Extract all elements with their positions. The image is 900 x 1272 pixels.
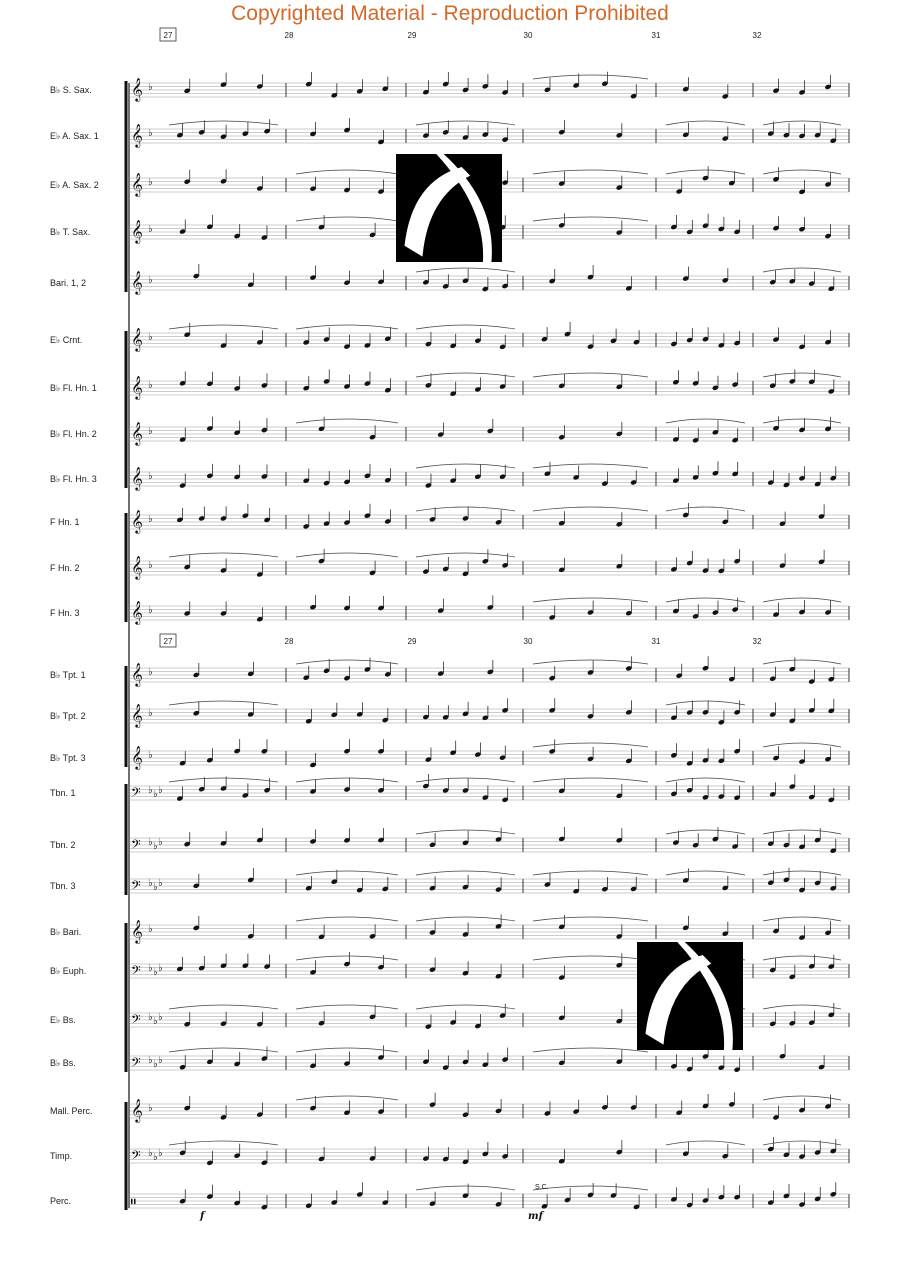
- staff-bari-sax: [50, 264, 849, 295]
- slur: [296, 917, 398, 921]
- flat-icon: ♭: [148, 837, 153, 848]
- flat-icon: ♭: [158, 785, 163, 796]
- slur: [296, 553, 398, 557]
- publisher-logo-icon: [637, 942, 743, 1050]
- slur: [533, 917, 648, 921]
- flat-icon: ♭: [158, 837, 163, 848]
- instrument-label: B♭ Tpt. 1: [50, 670, 86, 680]
- instrument-label: Tbn. 1: [50, 788, 76, 798]
- flat-icon: ♭: [153, 789, 158, 800]
- slur: [666, 830, 745, 834]
- slur: [666, 701, 745, 705]
- bass-clef-icon: 𝄢: [131, 1055, 141, 1073]
- flat-icon: ♭: [153, 1016, 158, 1027]
- slur: [416, 507, 515, 511]
- treble-clef-icon: 𝄞: [131, 600, 143, 624]
- slur: [169, 1048, 278, 1052]
- treble-clef-icon: 𝄞: [131, 662, 143, 686]
- flat-icon: ♭: [148, 963, 153, 974]
- bass-clef-icon: 𝄢: [131, 1148, 141, 1166]
- flat-icon: ♭: [148, 1148, 153, 1159]
- instrument-label: B♭ Bs.: [50, 1058, 76, 1068]
- slur: [296, 217, 398, 221]
- flat-icon: ♭: [148, 560, 153, 571]
- instrument-label: B♭ S. Sax.: [50, 85, 92, 95]
- slur: [533, 743, 648, 747]
- slur: [666, 121, 745, 125]
- slur: [763, 871, 841, 875]
- instrument-label: Tbn. 2: [50, 840, 76, 850]
- instrument-label: Mall. Perc.: [50, 1106, 93, 1116]
- slur: [763, 121, 841, 125]
- dynamic-marking: f: [200, 1211, 205, 1222]
- flat-icon: ♭: [148, 224, 153, 235]
- slur: [666, 598, 745, 602]
- slur: [416, 553, 515, 557]
- slur: [763, 268, 841, 272]
- slur: [296, 956, 398, 960]
- flat-icon: ♭: [148, 1103, 153, 1114]
- staff-mallet: [50, 1092, 849, 1123]
- slur: [169, 701, 278, 705]
- flat-icon: ♭: [148, 1012, 153, 1023]
- flat-icon: ♭: [148, 1055, 153, 1066]
- staff-tpt-1: [50, 656, 849, 687]
- staff-tbn-2: [50, 827, 849, 855]
- treble-clef-icon: 𝄞: [131, 375, 143, 399]
- watermarks: [396, 154, 743, 1050]
- flat-icon: ♭: [148, 708, 153, 719]
- slur: [533, 1048, 648, 1052]
- slur: [296, 871, 398, 875]
- flat-icon: ♭: [148, 785, 153, 796]
- staff-flhn-3: [50, 461, 849, 491]
- instrument-label: F Hn. 1: [50, 517, 80, 527]
- slur: [169, 553, 278, 557]
- slur: [763, 660, 841, 664]
- score-system: [126, 81, 129, 1210]
- staff-fhn-3: [50, 595, 849, 625]
- slur: [296, 1005, 398, 1009]
- slur: [763, 830, 841, 834]
- flat-icon: ♭: [148, 275, 153, 286]
- measure-number: 31: [651, 637, 661, 646]
- bass-clef-icon: 𝄢: [131, 785, 141, 803]
- instrument-label: B♭ Tpt. 2: [50, 711, 86, 721]
- slur: [533, 170, 648, 174]
- instrument-label: B♭ Euph.: [50, 966, 87, 976]
- treble-clef-icon: 𝄞: [131, 270, 143, 294]
- slur: [666, 1141, 745, 1145]
- slur: [296, 419, 398, 423]
- slur: [666, 871, 745, 875]
- slur: [416, 268, 515, 272]
- measure-number: 30: [523, 637, 533, 646]
- bass-clef-icon: 𝄢: [131, 963, 141, 981]
- instrument-label: Bari. 1, 2: [50, 278, 87, 288]
- measure-number: 32: [752, 31, 762, 40]
- flat-icon: ♭: [148, 128, 153, 139]
- slur: [416, 1005, 515, 1009]
- treble-clef-icon: 𝄞: [131, 219, 143, 243]
- staff-tpt-3: [50, 739, 849, 770]
- slur: [763, 419, 841, 423]
- instrument-label: E♭ Bs.: [50, 1015, 76, 1025]
- staff-flhn-2: [50, 416, 849, 446]
- slur: [416, 917, 515, 921]
- treble-clef-icon: 𝄞: [131, 703, 143, 727]
- measure-number: 28: [284, 637, 294, 646]
- measure-number: 32: [752, 637, 762, 646]
- slur: [169, 1005, 278, 1009]
- staff-tbn-1: [50, 774, 849, 803]
- slur: [533, 507, 648, 511]
- slur: [533, 598, 648, 602]
- slur: [533, 778, 648, 782]
- treble-clef-icon: 𝄞: [131, 555, 143, 579]
- slur: [533, 956, 648, 960]
- measure-number: 27: [163, 637, 173, 646]
- measure-number: 29: [407, 31, 417, 40]
- flat-icon: ♭: [148, 471, 153, 482]
- slur: [296, 170, 398, 174]
- slur: [169, 121, 278, 125]
- bass-clef-icon: 𝄢: [131, 837, 141, 855]
- slur: [763, 373, 841, 377]
- flat-icon: ♭: [158, 1055, 163, 1066]
- perc-clef-icon: 𝄥: [131, 1193, 136, 1211]
- instrument-label: Timp.: [50, 1151, 73, 1161]
- slur: [169, 778, 278, 782]
- flat-icon: ♭: [148, 667, 153, 678]
- dynamic-marking: mf: [528, 1211, 543, 1222]
- staff-bari: [50, 914, 849, 944]
- flat-icon: ♭: [153, 882, 158, 893]
- slur: [416, 830, 515, 834]
- instrument-label: B♭ T. Sax.: [50, 227, 91, 237]
- instrument-label: F Hn. 3: [50, 608, 80, 618]
- slur: [666, 507, 745, 511]
- slur: [416, 121, 515, 125]
- bass-clef-icon: 𝄢: [131, 1012, 141, 1030]
- treble-clef-icon: 𝄞: [131, 919, 143, 943]
- staff-tbn-3: [50, 868, 849, 896]
- flat-icon: ♭: [153, 1059, 158, 1070]
- slur: [763, 598, 841, 602]
- slur: [533, 217, 648, 221]
- slur: [296, 778, 398, 782]
- slur: [416, 464, 515, 468]
- slur: [533, 1186, 648, 1190]
- copyright-notice: Copyrighted Material - Reproduction Prohibited: [231, 2, 669, 25]
- staff-alto-sax-1: [50, 118, 849, 148]
- measure-number: 31: [651, 31, 661, 40]
- flat-icon: ♭: [148, 514, 153, 525]
- instrument-label: E♭ A. Sax. 2: [50, 180, 99, 190]
- slur: [666, 419, 745, 423]
- flat-icon: ♭: [148, 82, 153, 93]
- slur: [416, 325, 515, 329]
- instrument-label: E♭ A. Sax. 1: [50, 131, 99, 141]
- measure-number: 27: [163, 31, 173, 40]
- flat-icon: ♭: [153, 1152, 158, 1163]
- slur: [763, 956, 841, 960]
- slur: [533, 373, 648, 377]
- instrument-label: Perc.: [50, 1196, 72, 1206]
- staff-cornet: [50, 322, 849, 352]
- slur: [169, 325, 278, 329]
- slur: [296, 325, 398, 329]
- slur: [416, 1186, 515, 1190]
- staff-flhn-1: [50, 369, 849, 400]
- treble-clef-icon: 𝄞: [131, 466, 143, 490]
- slur: [763, 170, 841, 174]
- measure-number: 29: [407, 637, 417, 646]
- flat-icon: ♭: [158, 1012, 163, 1023]
- instrument-label: E♭ Crnt.: [50, 335, 83, 345]
- slur: [763, 1141, 841, 1145]
- treble-clef-icon: 𝄞: [131, 745, 143, 769]
- treble-clef-icon: 𝄞: [131, 1098, 143, 1122]
- staff-sop-sax: [50, 72, 849, 102]
- slur: [296, 1048, 398, 1052]
- instrument-label: F Hn. 2: [50, 563, 80, 573]
- slur: [763, 1005, 841, 1009]
- slur: [666, 778, 745, 782]
- instrument-label: Tbn. 3: [50, 881, 76, 891]
- instrument-label: B♭ Tpt. 3: [50, 753, 86, 763]
- treble-clef-icon: 𝄞: [131, 123, 143, 147]
- staff-timp: [50, 1137, 849, 1166]
- flat-icon: ♭: [158, 878, 163, 889]
- flat-icon: ♭: [153, 841, 158, 852]
- instrument-label: B♭ Fl. Hn. 3: [50, 474, 97, 484]
- treble-clef-icon: 𝄞: [131, 421, 143, 445]
- slur: [763, 917, 841, 921]
- instrument-label: B♭ Bari.: [50, 927, 82, 937]
- slur: [416, 871, 515, 875]
- slur: [296, 1096, 398, 1100]
- staff-perc: [50, 1182, 849, 1211]
- slur: [533, 660, 648, 664]
- flat-icon: ♭: [148, 750, 153, 761]
- treble-clef-icon: 𝄞: [131, 509, 143, 533]
- flat-icon: ♭: [153, 967, 158, 978]
- slur: [763, 743, 841, 747]
- treble-clef-icon: 𝄞: [131, 77, 143, 101]
- treble-clef-icon: 𝄞: [131, 327, 143, 351]
- measure-number: 28: [284, 31, 294, 40]
- flat-icon: ♭: [148, 177, 153, 188]
- treble-clef-icon: 𝄞: [131, 172, 143, 196]
- slur: [666, 170, 745, 174]
- bass-clef-icon: 𝄢: [131, 878, 141, 896]
- perc-annotation: S.C.: [535, 1184, 549, 1191]
- flat-icon: ♭: [158, 1148, 163, 1159]
- staff-fhn-1: [50, 503, 849, 534]
- staff-tpt-2: [50, 698, 849, 728]
- staff-fhn-2: [50, 549, 849, 580]
- flat-icon: ♭: [148, 924, 153, 935]
- flat-icon: ♭: [148, 878, 153, 889]
- measure-number: 30: [523, 31, 533, 40]
- flat-icon: ♭: [148, 380, 153, 391]
- flat-icon: ♭: [158, 963, 163, 974]
- flat-icon: ♭: [148, 605, 153, 616]
- instrument-label: B♭ Fl. Hn. 2: [50, 429, 97, 439]
- slur: [416, 778, 515, 782]
- instrument-label: B♭ Fl. Hn. 1: [50, 383, 97, 393]
- publisher-logo-icon: [396, 154, 502, 262]
- slur: [763, 1096, 841, 1100]
- flat-icon: ♭: [148, 426, 153, 437]
- slur: [296, 660, 398, 664]
- flat-icon: ♭: [148, 332, 153, 343]
